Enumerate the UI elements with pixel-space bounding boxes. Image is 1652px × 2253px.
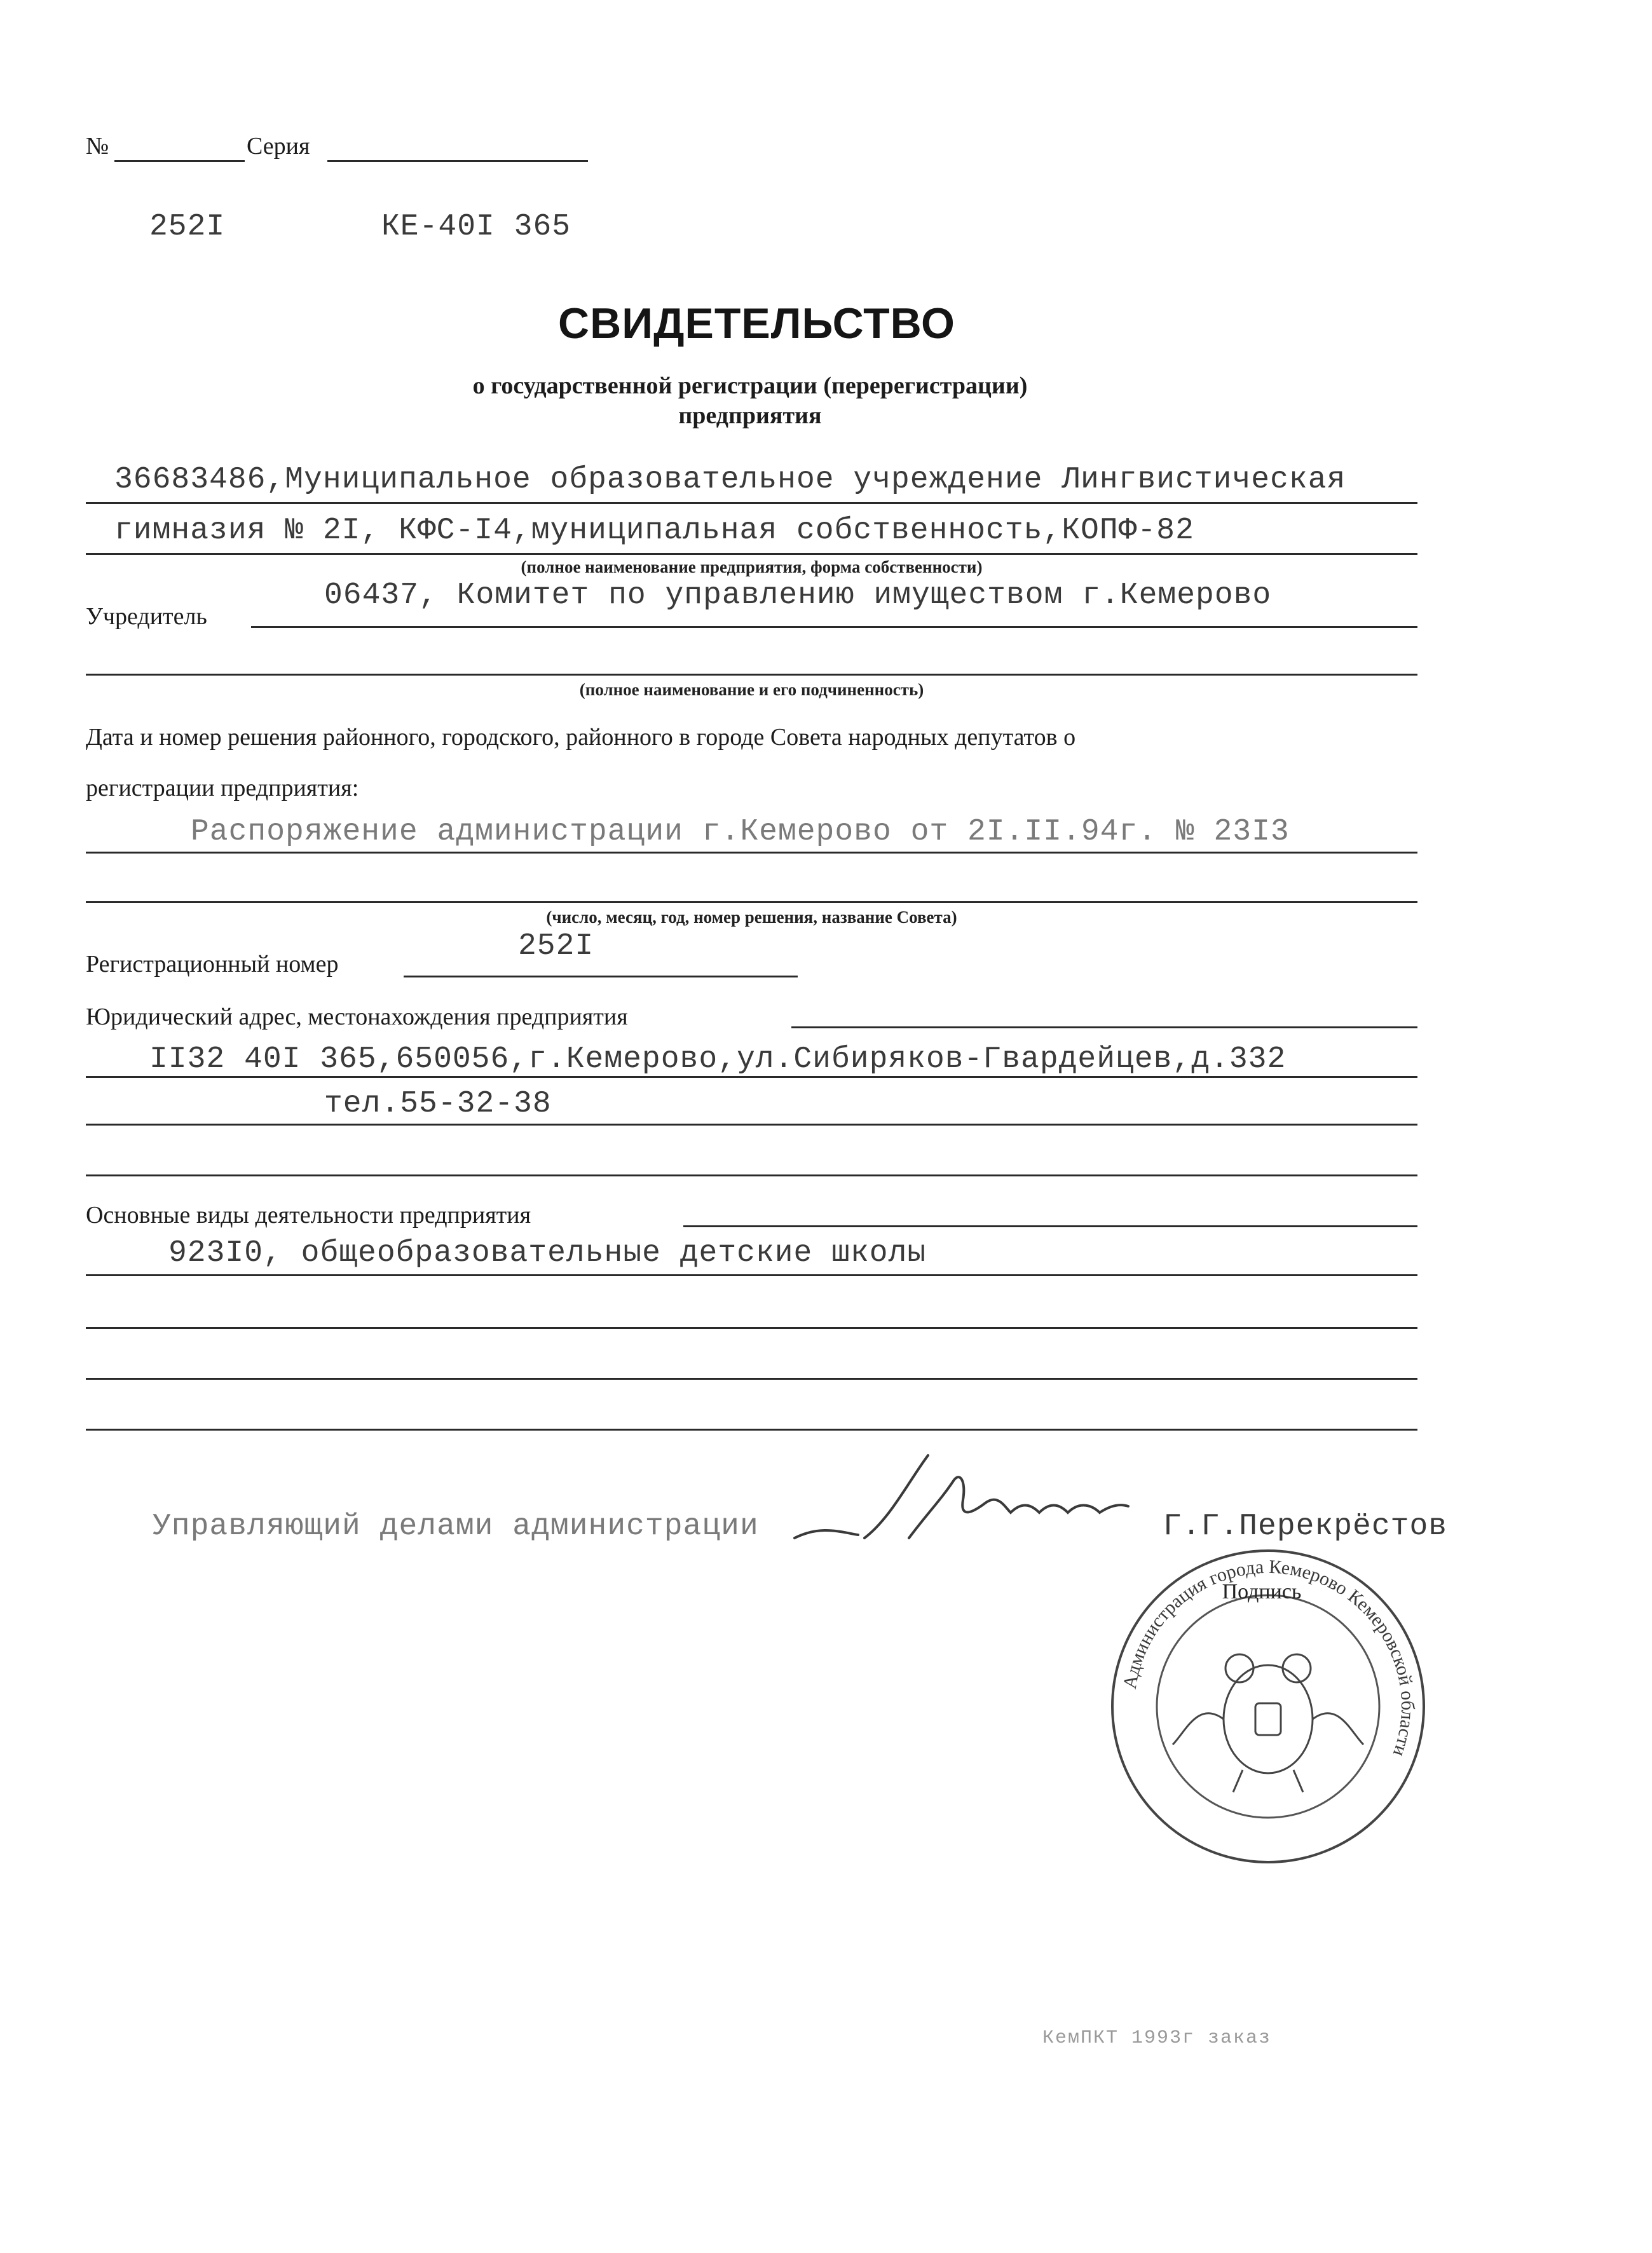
number-rule [114,160,245,162]
enterprise-rule-2 [86,553,1417,555]
enterprise-caption: (полное наименование предприятия, форма собственности) [521,557,983,576]
founder-caption: (полное наименование и его подчиненность) [579,680,924,699]
enterprise-name-line1: 36683486,Муниципальное образовательное учреждение Лингвистическая [114,463,1346,497]
founder-label: Учредитель [86,603,207,630]
founder-value: 06437, Комитет по управлению имуществом г.Кемерово [324,578,1272,613]
activity-rule-1 [86,1274,1417,1276]
document-subtitle-line2: предприятия [678,402,822,429]
address-rule-1 [86,1076,1417,1078]
series-rule [327,160,588,162]
registration-rule [404,976,798,977]
handwritten-signature [782,1443,1176,1557]
activity-rule-4 [86,1429,1417,1431]
founder-rule-1 [251,626,1417,628]
activity-rule-2 [86,1327,1417,1329]
activity-rule-0 [683,1225,1417,1227]
printer-imprint: КемПКТ 1993г заказ [1042,2027,1272,2049]
number-label: № [86,133,109,160]
seal-text: Администрация города Кемерово Кемеровской области [1119,1556,1419,1759]
address-line1: II32 40I 365,650056,г.Кемерово,ул.Сибиряков-Гвардейцев,д.332 [149,1042,1287,1077]
enterprise-name-line2: гимназия № 2I, КФС-I4,муниципальная собственность,КОПФ-82 [114,514,1194,548]
signatory-position: Управляющий делами администрации [153,1509,759,1544]
series-label: Серия [247,133,310,160]
address-label: Юридический адрес, местонахождения предприятия [86,1004,628,1030]
address-line2: тел.55-32-38 [324,1087,552,1121]
document-subtitle-line1: о государственной регистрации (перерегистрации) [472,372,1028,399]
signatory-name: Г.Г.Перекрёстов [1163,1509,1448,1544]
official-stamp-seal [1103,1541,1433,1872]
document-title: СВИДЕТЕЛЬСТВО [558,299,955,348]
registration-value: 252I [518,929,594,963]
series-value: КЕ-40I 365 [381,210,571,244]
founder-rule-2 [86,674,1417,676]
signature-caption: Подпись [1222,1580,1302,1603]
activity-rule-3 [86,1378,1417,1380]
activity-value: 923I0, общеобразовательные детские школы [168,1236,927,1270]
decision-rule-2 [86,901,1417,903]
decision-label-line1: Дата и номер решения районного, городского, районного в городе Совета народных депутатов о [86,724,1076,751]
address-rule-2 [86,1124,1417,1126]
enterprise-rule-1 [86,502,1417,504]
double-headed-eagle-icon [1173,1654,1363,1792]
address-rule-3 [86,1174,1417,1176]
registration-label: Регистрационный номер [86,951,339,977]
decision-label-line2: регистрации предприятия: [86,775,359,801]
number-value: 252I [149,210,226,244]
decision-caption: (число, месяц, год, номер решения, название Совета) [546,908,957,927]
activity-label: Основные виды деятельности предприятия [86,1202,531,1229]
decision-rule-1 [86,852,1417,854]
address-rule-0 [791,1026,1417,1028]
decision-value: Распоряжение администрации г.Кемерово от 2I.II.94г. № 23I3 [191,815,1290,849]
